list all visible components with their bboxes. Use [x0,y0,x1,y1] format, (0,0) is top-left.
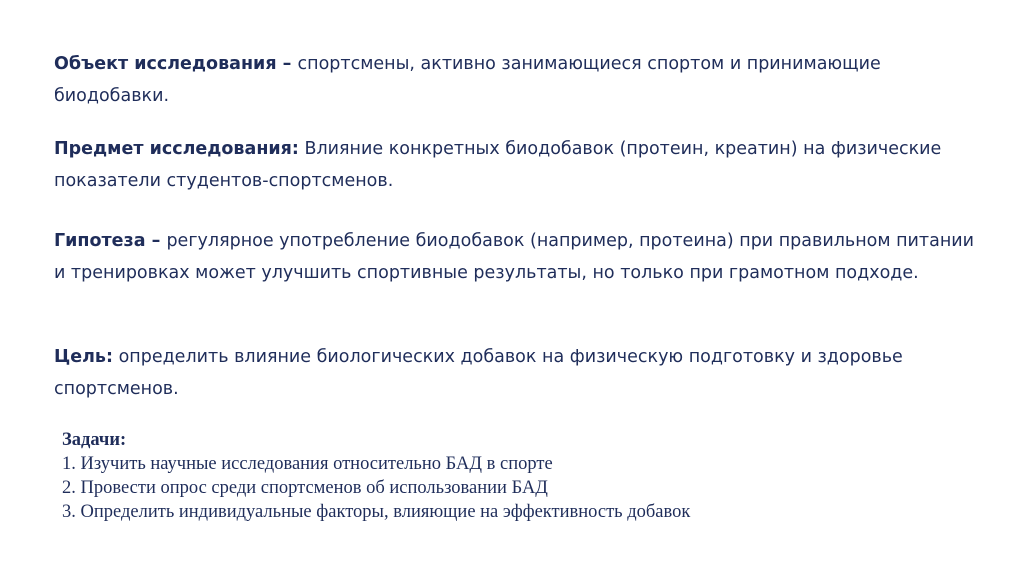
tasks-block [62,428,962,524]
task-item-3: 3. Определить индивидуальные факторы, влияющие на эффективность добавок [62,502,691,522]
task-item-1: 1. Изучить научные исследования относительно БАД в спорте [62,454,553,474]
research-object-text: спортсмены, активно занимающиеся спортом и принимающие биодобавки. [54,54,881,106]
hypothesis-text: регулярное употребление биодобавок (например, протеина) при правильном питании и тренировках может улучшить спортивные результаты, но только при грамотном подходе. [54,231,975,283]
goal-text: определить влияние биологических добавок на физическую подготовку и здоровье спортсменов. [54,347,903,399]
hypothesis-paragraph [54,225,984,289]
task-item-2: 2. Провести опрос среди спортсменов об использовании БАД [62,478,548,498]
tasks-title: Задачи: [62,430,127,450]
research-object-paragraph [54,48,984,112]
research-object-label: Объект исследования – [54,54,298,74]
research-subject-text: Влияние конкретных биодобавок (протеин, креатин) на физические показатели студентов-спортсменов. [54,139,942,191]
research-subject-label: Предмет исследования: [54,139,299,159]
research-subject-paragraph [54,133,984,197]
goal-label: Цель: [54,347,113,367]
hypothesis-label: Гипотеза – [54,231,167,251]
goal-paragraph [54,341,984,405]
